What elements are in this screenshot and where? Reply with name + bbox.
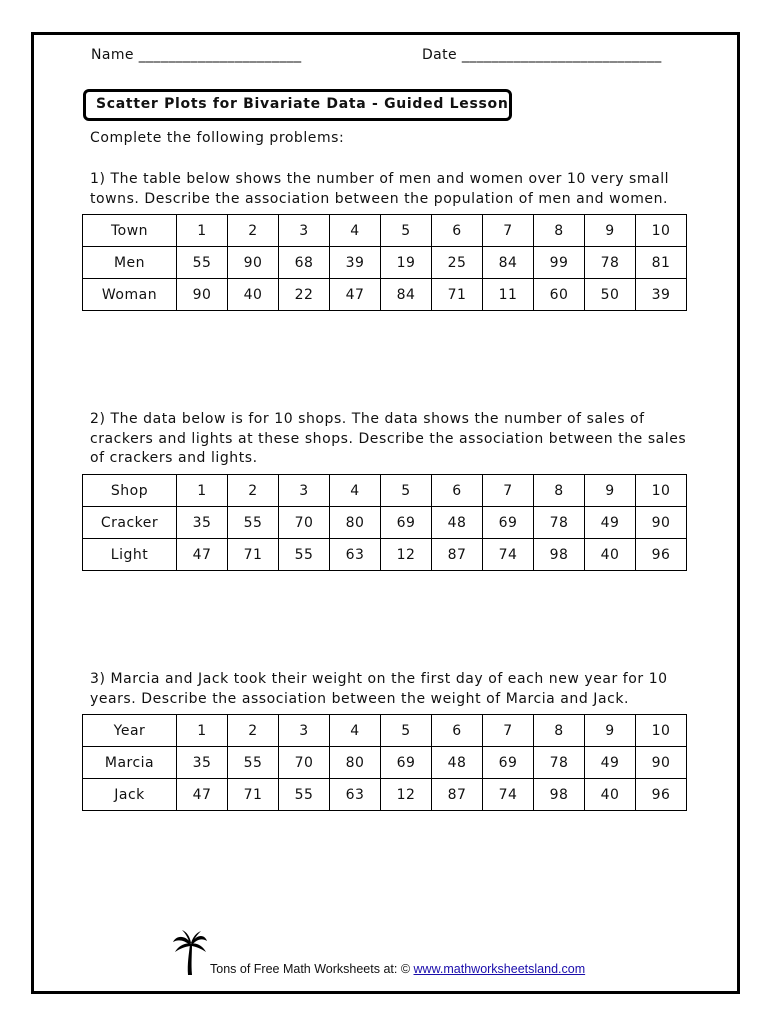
table-cell: 55 — [228, 747, 279, 779]
palm-tree-icon — [172, 930, 208, 976]
table-cell: 69 — [381, 747, 432, 779]
table-cell: 3 — [279, 715, 330, 747]
table-cell: 80 — [330, 747, 381, 779]
table-cell: 8 — [534, 215, 585, 247]
table-cell: 63 — [330, 539, 381, 571]
footer-text: Tons of Free Math Worksheets at: © — [210, 962, 414, 976]
table-cell: 87 — [432, 539, 483, 571]
table-cell: 40 — [585, 779, 636, 811]
table-cell: 70 — [279, 507, 330, 539]
table-row — [83, 507, 687, 539]
row-label: Jack — [83, 779, 177, 811]
table-cell: 6 — [432, 715, 483, 747]
table-row — [83, 539, 687, 571]
problem-2-table — [82, 474, 687, 571]
table-cell: 99 — [534, 247, 585, 279]
table-cell: 1 — [177, 715, 228, 747]
table-cell: 78 — [534, 507, 585, 539]
table-cell: 55 — [228, 507, 279, 539]
table-cell: 4 — [330, 715, 381, 747]
table-row — [83, 715, 687, 747]
table-cell: 1 — [177, 215, 228, 247]
table-cell: 2 — [228, 475, 279, 507]
table-cell: 55 — [279, 539, 330, 571]
table-cell: 25 — [432, 247, 483, 279]
table-cell: 84 — [381, 279, 432, 311]
table-row — [83, 747, 687, 779]
table-cell: 1 — [177, 475, 228, 507]
table-cell: 35 — [177, 747, 228, 779]
table-row — [83, 247, 687, 279]
table-cell: 47 — [177, 779, 228, 811]
table-cell: 60 — [534, 279, 585, 311]
name-field-label: Name ______________________ — [91, 47, 302, 63]
table-cell: 8 — [534, 715, 585, 747]
table-cell: 81 — [636, 247, 687, 279]
table-cell: 69 — [381, 507, 432, 539]
title-box — [83, 89, 512, 121]
table-cell: 87 — [432, 779, 483, 811]
table-cell: 4 — [330, 215, 381, 247]
table-cell: 39 — [330, 247, 381, 279]
table-cell: 10 — [636, 475, 687, 507]
table-cell: 5 — [381, 215, 432, 247]
table-cell: 48 — [432, 507, 483, 539]
table-cell: 7 — [483, 715, 534, 747]
problem-1-text: 1) The table below shows the number of men and women over 10 very small towns. Describe the association between the population of men and women. — [90, 171, 670, 207]
problem-3-table — [82, 714, 687, 811]
table-cell: 5 — [381, 475, 432, 507]
table-cell: 12 — [381, 539, 432, 571]
table-cell: 2 — [228, 715, 279, 747]
problem-1-table — [82, 214, 687, 311]
table-cell: 90 — [636, 747, 687, 779]
instruction-text: Complete the following problems: — [90, 130, 345, 146]
table-cell: 74 — [483, 779, 534, 811]
row-label: Cracker — [83, 507, 177, 539]
table-cell: 71 — [228, 779, 279, 811]
row-label: Shop — [83, 475, 177, 507]
table-cell: 90 — [228, 247, 279, 279]
table-cell: 96 — [636, 779, 687, 811]
table-cell: 47 — [177, 539, 228, 571]
table-row — [83, 215, 687, 247]
table-cell: 63 — [330, 779, 381, 811]
row-label: Men — [83, 247, 177, 279]
table-cell: 4 — [330, 475, 381, 507]
table-cell: 12 — [381, 779, 432, 811]
table-cell: 90 — [636, 507, 687, 539]
table-cell: 9 — [585, 215, 636, 247]
table-cell: 50 — [585, 279, 636, 311]
table-cell: 47 — [330, 279, 381, 311]
row-label: Town — [83, 215, 177, 247]
table-cell: 80 — [330, 507, 381, 539]
table-cell: 10 — [636, 215, 687, 247]
table-cell: 40 — [585, 539, 636, 571]
table-cell: 55 — [177, 247, 228, 279]
table-cell: 74 — [483, 539, 534, 571]
table-cell: 78 — [585, 247, 636, 279]
footer — [210, 962, 585, 976]
problem-2-text: 2) The data below is for 10 shops. The data shows the number of sales of crackers and lights at these shops. Describe the association between the sales of crackers and lights. — [90, 411, 687, 466]
table-cell: 96 — [636, 539, 687, 571]
table-row — [83, 475, 687, 507]
table-cell: 49 — [585, 507, 636, 539]
table-cell: 8 — [534, 475, 585, 507]
table-cell: 10 — [636, 715, 687, 747]
table-cell: 22 — [279, 279, 330, 311]
row-label: Year — [83, 715, 177, 747]
table-cell: 7 — [483, 475, 534, 507]
table-cell: 9 — [585, 475, 636, 507]
table-cell: 78 — [534, 747, 585, 779]
table-cell: 7 — [483, 215, 534, 247]
table-row — [83, 779, 687, 811]
table-cell: 19 — [381, 247, 432, 279]
table-cell: 3 — [279, 475, 330, 507]
table-cell: 98 — [534, 779, 585, 811]
table-cell: 69 — [483, 507, 534, 539]
table-cell: 98 — [534, 539, 585, 571]
footer-website-link[interactable]: www.mathworksheetsland.com — [413, 962, 586, 976]
worksheet-title: Scatter Plots for Bivariate Data - Guided Lesson — [96, 96, 509, 112]
table-cell: 70 — [279, 747, 330, 779]
table-cell: 49 — [585, 747, 636, 779]
table-cell: 35 — [177, 507, 228, 539]
table-cell: 6 — [432, 475, 483, 507]
row-label: Woman — [83, 279, 177, 311]
row-label: Marcia — [83, 747, 177, 779]
row-label: Light — [83, 539, 177, 571]
table-cell: 55 — [279, 779, 330, 811]
table-cell: 71 — [432, 279, 483, 311]
table-cell: 68 — [279, 247, 330, 279]
date-field-label: Date ___________________________ — [422, 47, 662, 63]
table-cell: 6 — [432, 215, 483, 247]
table-cell: 84 — [483, 247, 534, 279]
table-cell: 9 — [585, 715, 636, 747]
table-cell: 71 — [228, 539, 279, 571]
problem-3-text: 3) Marcia and Jack took their weight on the first day of each new year for 10 years. Describe the association between the weight of Marcia and Jack. — [90, 671, 668, 707]
table-cell: 11 — [483, 279, 534, 311]
table-cell: 40 — [228, 279, 279, 311]
table-row — [83, 279, 687, 311]
table-cell: 2 — [228, 215, 279, 247]
table-cell: 3 — [279, 215, 330, 247]
table-cell: 39 — [636, 279, 687, 311]
table-cell: 5 — [381, 715, 432, 747]
table-cell: 48 — [432, 747, 483, 779]
table-cell: 69 — [483, 747, 534, 779]
table-cell: 90 — [177, 279, 228, 311]
